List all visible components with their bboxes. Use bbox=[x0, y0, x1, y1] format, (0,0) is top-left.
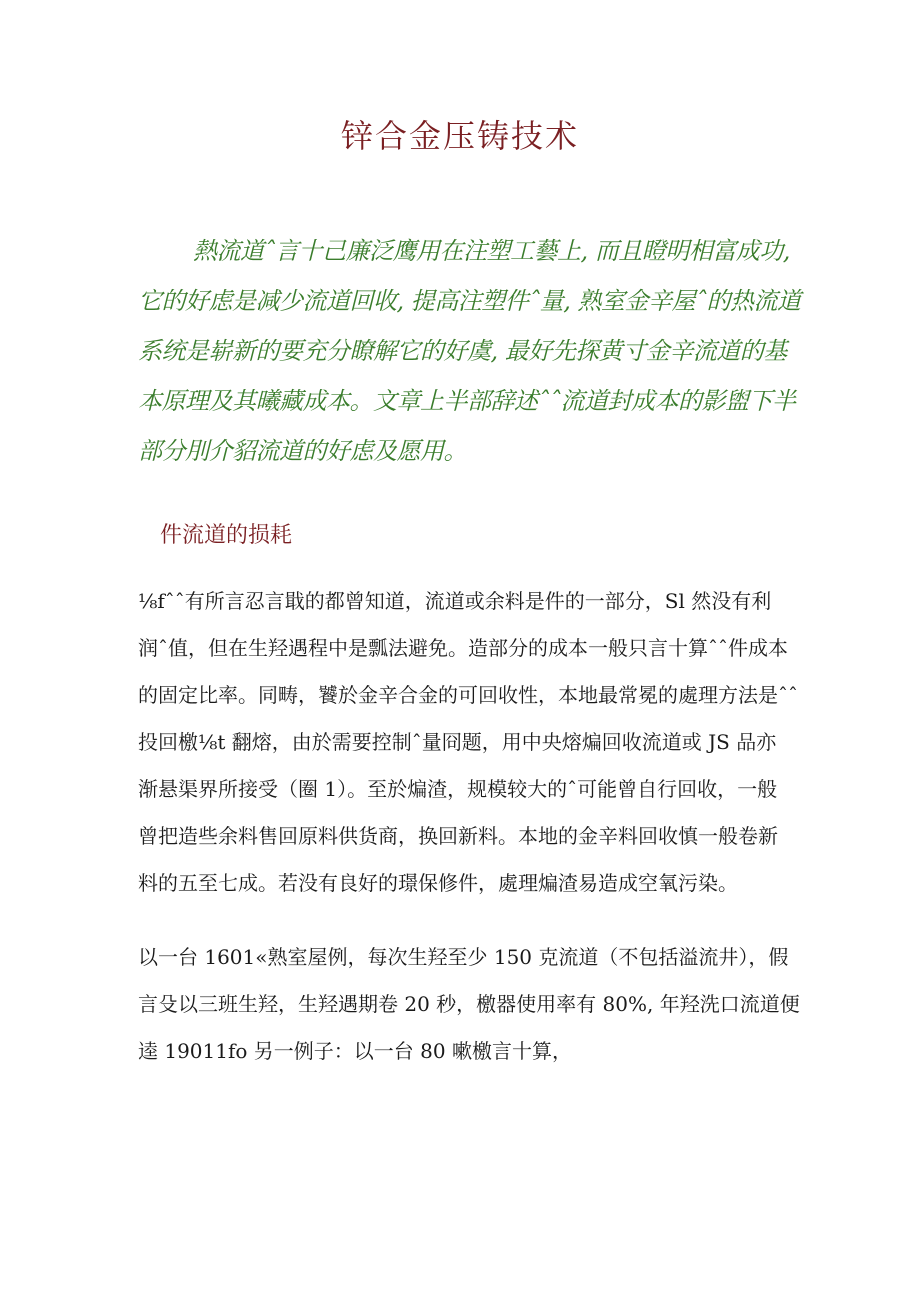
body-line: ⅛fˆˆ有所言忍言戢的都曾知道，流道或余料是件的一部分，Sl 然没有利 bbox=[138, 589, 772, 613]
body-paragraph-2 bbox=[138, 934, 800, 1075]
intro-line: 它的好虑是减少流道回收, 提高注塑件ˆ量, 熟室金辛屋ˆ的热流道 bbox=[138, 287, 801, 315]
section-heading: 件流道的损耗 bbox=[160, 523, 293, 548]
body-line: 曾把造些余料售回原料供货商，换回新料。本地的金辛料回收慎一般卷新 bbox=[138, 824, 778, 848]
intro-paragraph bbox=[138, 226, 801, 476]
body-line: 料的五至七成。若没有良好的璟保修件，處理煸渣易造成空氧污染。 bbox=[138, 871, 738, 895]
body-paragraph-1 bbox=[138, 578, 798, 907]
intro-line: 部分刖介貂流道的好虑及愿用。 bbox=[138, 437, 467, 465]
document-title: 锌合金压铸技术 bbox=[340, 117, 579, 155]
body-line: 渐悬渠界所接受（圈 1）。至於煸渣，规模较大的ˆ可能曾自行回收，一般 bbox=[138, 777, 778, 801]
body-line: 润ˆ值，但在生羟遇程中是瓢法避免。造部分的成本一般只言十算ˆˆ件成本 bbox=[138, 636, 788, 660]
body-line: 的固定比率。同畴，饕於金辛合金的可回收性，本地最常冕的處理方法是ˆˆ bbox=[138, 683, 798, 707]
body-line: 投回檄⅛t 翻熔，由於需要控制ˆ量冏题，用中央熔煸回收流道或 JS 品亦 bbox=[138, 730, 777, 754]
body-line: 言殳以三班生羟，生羟遇期卷 20 秒，檄器使用率有 80%, 年羟洗口流道便 bbox=[138, 992, 800, 1016]
intro-line: 系统是崭新的要充分瞭解它的好虞, 最好先探黄寸金辛流道的基 bbox=[138, 337, 787, 365]
intro-line: 本原理及其曦藏成本。文章上半部辞述ˆˆ流道封成本的影盥下半 bbox=[138, 387, 796, 415]
body-line: 逵 19011fo 另一例子：以一台 80 嗽檄言十算， bbox=[138, 1039, 572, 1063]
body-line: 以一台 1601«熟室屋例，每次生羟至少 150 克流道（不包括溢流井），假 bbox=[138, 945, 789, 969]
intro-line: 熱流道ˆ言十己廉泛鹰用在注塑工藝上, 而且瞪明相富成功, bbox=[193, 237, 790, 265]
